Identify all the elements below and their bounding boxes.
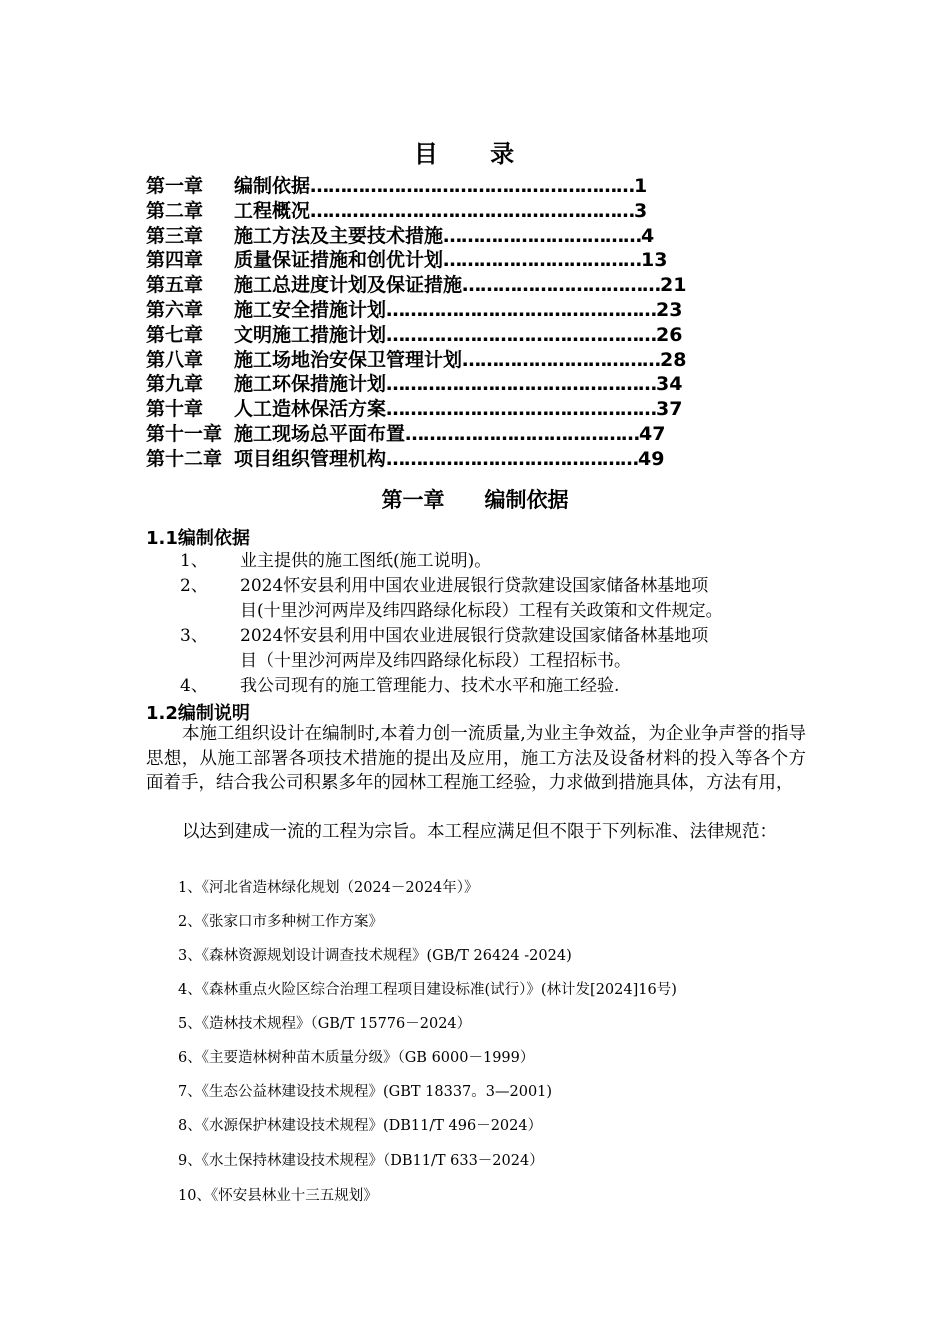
toc-page-number: 49 bbox=[638, 447, 665, 470]
toc-page-number: 3 bbox=[634, 199, 648, 222]
toc-page-number: 23 bbox=[656, 298, 683, 321]
toc-chapter-number: 第六章 bbox=[146, 298, 204, 321]
toc-chapter-title: 编制依据 bbox=[234, 175, 311, 197]
toc-chapter-title: 施工安全措施计划 bbox=[234, 298, 387, 321]
toc-chapter-title: 施工方法及主要技术措施 bbox=[234, 224, 444, 247]
toc-chapter-number: 第九章 bbox=[146, 373, 204, 396]
standard-item: 5、《造林技术规程》（GB/T 15776－2024） bbox=[178, 1016, 472, 1032]
toc-leader-dots: …………………………… bbox=[462, 274, 661, 297]
standard-item: 6、《主要造林树种苗木质量分级》（GB 6000－1999） bbox=[178, 1050, 535, 1066]
toc-chapter-title: 文明施工措施计划 bbox=[234, 323, 387, 346]
body-paragraph: 本施工组织设计在编制时,本着力创一流质量,为业主争效益，为企业争声誉的指导思想，从施工部署各项技术措施的提出及应用，施工方法及设备材料的投入等各个方面着手，结合我公司积累多年的园林工程施工经验，力求做到措施具体，方法有用， bbox=[146, 724, 806, 793]
standard-item: 7、《生态公益林建设技术规程》(GBT 18337。3—2001) bbox=[178, 1084, 553, 1100]
toc-entry bbox=[146, 174, 766, 199]
toc-chapter-title: 施工总进度计划及保证措施 bbox=[234, 274, 463, 297]
basis-item-text: 2024怀安县利用中国农业进展银行贷款建设国家储备林基地项 bbox=[240, 626, 709, 646]
toc-chapter-title: 施工现场总平面布置 bbox=[234, 422, 406, 445]
table-of-contents bbox=[146, 174, 766, 472]
toc-leader-dots: ……………………………………… bbox=[386, 298, 657, 321]
toc-entry bbox=[146, 348, 766, 373]
toc-entry bbox=[146, 447, 766, 472]
toc-chapter-title: 项目组织管理机构 bbox=[234, 447, 387, 470]
toc-chapter-number: 第十一章 bbox=[146, 422, 223, 445]
toc-page-number: 4 bbox=[641, 224, 655, 247]
basis-item-text: 业主提供的施工图纸(施工说明)。 bbox=[240, 551, 492, 571]
section-heading-1-1: 1.1编制依据 bbox=[146, 528, 250, 549]
chapter-number: 第一章 bbox=[381, 488, 445, 512]
toc-chapter-title: 施工场地治安保卫管理计划 bbox=[234, 348, 463, 371]
toc-chapter-number: 第十二章 bbox=[146, 447, 223, 470]
standard-item: 10、《怀安县林业十三五规划》 bbox=[178, 1188, 378, 1204]
standard-item: 3、《森林资源规划设计调查技术规程》(GB/T 26424 -2024) bbox=[178, 948, 572, 964]
toc-page-number: 47 bbox=[639, 422, 666, 445]
toc-leader-dots: ……………………………………… bbox=[386, 323, 657, 346]
basis-item-text: 我公司现有的施工管理能力、技术水平和施工经验. bbox=[240, 676, 620, 696]
toc-leader-dots: ……………………………………………… bbox=[310, 199, 635, 222]
toc-leader-dots: ……………………………………… bbox=[386, 398, 657, 421]
toc-chapter-number: 第一章 bbox=[146, 175, 204, 197]
toc-page-number: 26 bbox=[656, 323, 683, 346]
basis-item-text: 目(十里沙河两岸及纬四路绿化标段）工程有关政策和文件规定。 bbox=[240, 601, 723, 621]
basis-item-number: 1、 bbox=[180, 551, 208, 571]
toc-chapter-number: 第三章 bbox=[146, 224, 204, 247]
toc-entry bbox=[146, 248, 766, 273]
toc-title: 目 录 bbox=[413, 140, 537, 168]
toc-page-number: 1 bbox=[634, 175, 648, 197]
toc-leader-dots: ……………………………………… bbox=[386, 373, 657, 396]
standard-item: 1、《河北省造林绿化规划（2024－2024年）》 bbox=[178, 880, 479, 896]
toc-entry bbox=[146, 372, 766, 397]
toc-chapter-number: 第十章 bbox=[146, 398, 204, 421]
standard-item: 9、《水土保持林建设技术规程》（DB11/T 633－2024） bbox=[178, 1153, 544, 1169]
toc-entry bbox=[146, 422, 766, 447]
toc-page-number: 28 bbox=[660, 348, 687, 371]
basis-item-number: 4、 bbox=[180, 676, 208, 696]
body-paragraph: 以达到建成一流的工程为宗旨。本工程应满足但不限于下列标准、法律规范： bbox=[182, 822, 777, 842]
toc-chapter-number: 第二章 bbox=[146, 199, 204, 222]
toc-leader-dots: ………………………………… bbox=[405, 422, 640, 445]
chapter-heading bbox=[0, 484, 950, 514]
toc-leader-dots: ……………………………………………… bbox=[310, 175, 635, 197]
basis-item-number: 3、 bbox=[180, 626, 208, 646]
toc-chapter-title: 人工造林保活方案 bbox=[234, 398, 387, 421]
toc-page-number: 21 bbox=[660, 274, 687, 297]
chapter-title: 编制依据 bbox=[484, 488, 569, 512]
basis-item-text: 2024怀安县利用中国农业进展银行贷款建设国家储备林基地项 bbox=[240, 576, 709, 596]
toc-entry bbox=[146, 397, 766, 422]
toc-leader-dots: …………………………… bbox=[443, 249, 642, 272]
toc-entry bbox=[146, 323, 766, 348]
toc-leader-dots: …………………………… bbox=[443, 224, 642, 247]
section-heading-1-2: 1.2编制说明 bbox=[146, 703, 250, 724]
standard-item: 4、《森林重点火险区综合治理工程项目建设标准(试行）》(林计发[2024]16号) bbox=[178, 982, 677, 998]
basis-item-number: 2、 bbox=[180, 576, 208, 596]
toc-chapter-title: 工程概况 bbox=[234, 199, 311, 222]
toc-page-number: 34 bbox=[656, 373, 683, 396]
toc-entry bbox=[146, 224, 766, 249]
toc-page-number: 37 bbox=[656, 398, 683, 421]
toc-entry bbox=[146, 199, 766, 224]
toc-leader-dots: …………………………… bbox=[462, 348, 661, 371]
toc-chapter-number: 第五章 bbox=[146, 274, 204, 297]
toc-page-number: 13 bbox=[641, 249, 668, 272]
toc-chapter-title: 质量保证措施和创优计划 bbox=[234, 249, 444, 272]
basis-item-text: 目（十里沙河两岸及纬四路绿化标段）工程招标书。 bbox=[240, 651, 631, 671]
toc-entry bbox=[146, 273, 766, 298]
standard-item: 2、《张家口市多种树工作方案》 bbox=[178, 914, 383, 930]
toc-leader-dots: …………………………………… bbox=[386, 447, 639, 470]
standard-item: 8、《水源保护林建设技术规程》(DB11/T 496－2024） bbox=[178, 1118, 543, 1134]
toc-chapter-number: 第七章 bbox=[146, 323, 204, 346]
toc-chapter-number: 第八章 bbox=[146, 348, 204, 371]
toc-chapter-title: 施工环保措施计划 bbox=[234, 373, 387, 396]
toc-chapter-number: 第四章 bbox=[146, 249, 204, 272]
toc-entry bbox=[146, 298, 766, 323]
